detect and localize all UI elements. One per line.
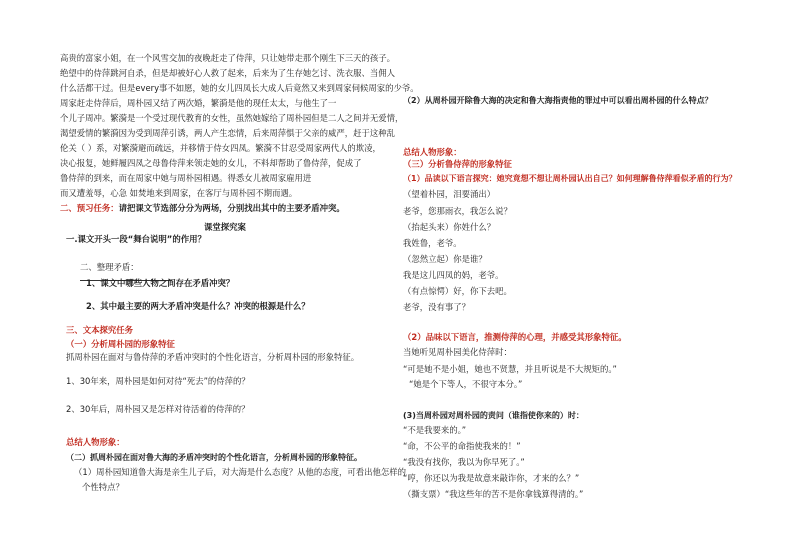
dialogue-line: （望着朴园，泪要涌出） — [403, 189, 496, 199]
section-2-title-text: 二、整理矛盾： — [80, 262, 139, 272]
sub-3-question-3: (3)当周朴园对周朴园的责问（谁指使你来的）时： — [403, 411, 584, 420]
passage-line: 伦关（ ）系，对繁漪避而疏远，并移情于侍女四凤。繁漪不甘忍受周家两代人的欺凌， — [60, 143, 381, 153]
question-1: 一.课文开头一段“舞台说明”的作用？ — [66, 234, 206, 244]
sub-3-title: （三）分析鲁侍萍的形象特征 — [403, 159, 512, 169]
passage-line: 高贵的富家小姐，在一个风雪交加的夜晚赶走了侍萍，只让她带走那个刚生下三天的孩子。 — [60, 53, 395, 63]
passage-line: 什么活都干过。但是every事不如愿，她的女儿四凤长大成人后竟然又来到周家伺候周家的少爷。 — [60, 83, 419, 93]
dialogue-line: （抬起头来）你姓什么？ — [403, 222, 496, 232]
quote: “不是我要来的。” — [403, 425, 467, 435]
summary-label: 总结人物形象： — [403, 147, 462, 157]
sub-3-question-2: （2）品味以下语言，推测侍萍的心理，并感受其形象特征。 — [403, 332, 627, 342]
passage-line: 周家赶走侍萍后，周朴园又结了两次婚，繁漪是他的现任太太，与他生了一 — [60, 98, 337, 108]
sub-1-title: （一）分析周朴园的形象特征 — [66, 339, 175, 349]
quote: “她是个下等人，不很守本分。” — [409, 379, 523, 389]
passage-line: 而又遭羞辱，心急 如焚地来到周家，在客厅与周朴园不期而遇。 — [60, 188, 298, 198]
summary-label: 总结人物形象： — [66, 437, 125, 447]
quote: “我没有找你，我以为你早死了。” — [403, 457, 525, 467]
preview-task — [60, 203, 345, 214]
dialogue-line: 我姓鲁，老爷。 — [403, 238, 462, 248]
section-2-question-1: 1、课文中哪些人物之间存在矛盾冲突？ — [86, 278, 235, 288]
quote: “命，不公平的命指使我来的！” — [403, 441, 521, 451]
dialogue-line: （有点惊愕）好，你下去吧。 — [403, 286, 512, 296]
sub-2-question-1: （1）周朴园知道鲁大海是亲生儿子后，对大海是什么态度？从他的态度，可看出他怎样的 — [74, 467, 406, 477]
sub-1-question-1: 1、30年来，周朴园是如何对待“死去”的侍萍的？ — [66, 376, 250, 386]
passage-line: 绝望中的侍萍跳河自杀，但是却被好心人救了起来，后来为了生存她乞讨、洗衣服、当佣人 — [60, 68, 395, 78]
quote: “哼，你还以为我是故意来敲诈你，才来的么？” — [403, 473, 580, 483]
sub-1-question-2: 2、30年后，周朴园又是怎样对待活着的侍萍的？ — [66, 404, 250, 414]
quote: “可是她不是小姐，她也不贤慧，并且听说是不大规矩的。” — [403, 364, 617, 374]
preview-label: 二、预习任务： — [60, 203, 119, 213]
passage-line: 鲁侍萍的到来，而在周家中她与周朴园相遇。得悉女儿被周家雇用进 — [60, 173, 312, 183]
class-title: 课堂探究案 — [204, 222, 246, 232]
passage-line: 个儿子周冲。繁漪是一个受过现代教育的女性，虽然她嫁给了周朴园但是二人之间并无爱情， — [60, 113, 404, 123]
dialogue-line: 我是这儿四凤的妈，老爷。 — [403, 270, 504, 280]
sub-3-question-1: （1）品读以下语言探究：她究竟想不想让周朴园认出自己？如何理解鲁侍萍看似矛盾的行为？ — [403, 174, 737, 183]
preview-text: 请把课文节选部分分为两场，分别找出其中的主要矛盾冲突。 — [118, 203, 345, 213]
dialogue-line: 老爷，您那雨衣，我怎么说？ — [403, 206, 512, 216]
passage-line: 渴望爱情的繁漪因为受到周萍引诱，两人产生恋情，后来周萍惧于父亲的威严，赶于这种乱 — [60, 128, 395, 138]
dialogue-line: 老爷，没有事了？ — [403, 302, 470, 312]
section-2-question-2: 2、其中最主要的两大矛盾冲突是什么？冲突的根源是什么？ — [86, 301, 310, 311]
sub-3-question-2-intro: 当她听见周朴园美化侍萍时： — [403, 347, 512, 357]
sub-1-intro: 抓周朴园在面对与鲁侍萍的矛盾冲突时的个性化语言，分析周朴园的形象特征。 — [66, 352, 360, 362]
question-2: （2）从周朴园开除鲁大海的决定和鲁大海指责他的罪过中可以看出周朴园的什么特点？ — [403, 96, 713, 105]
dialogue-line: （忽然立起）你是谁？ — [403, 254, 487, 264]
sub-2-title: （二）抓周朴园在面对鲁大海的矛盾冲突时的个性化语言，分析周朴园的形象特征。 — [66, 453, 362, 462]
sub-2-question-1-cont: 个性特点？ — [82, 482, 124, 492]
section-3-title: 三、文本探究任务 — [66, 325, 133, 335]
quote-last: （撕支票）“我这些年的苦不是你拿钱算得清的。” — [403, 489, 584, 499]
passage-line: 决心报复，她鲜履四凤之母鲁侍萍来领走她的女儿，不料却帮助了鲁侍萍，促成了 — [60, 158, 362, 168]
